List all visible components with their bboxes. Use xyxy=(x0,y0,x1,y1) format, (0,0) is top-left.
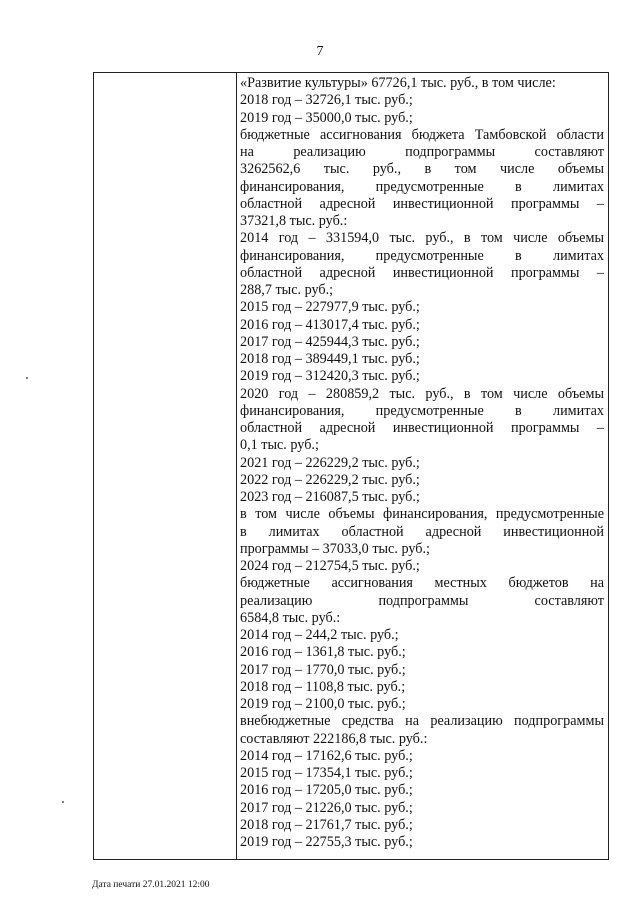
text-line: 2024 год – 212754,5 тыс. руб.; xyxy=(240,558,420,574)
text-line: 2017 год – 425944,3 тыс. руб.; xyxy=(240,333,420,350)
text-line: «Развитие культуры» 67726,1 тыс. руб., в том числе: xyxy=(240,75,556,91)
text-line: финансирования, предусмотренные в лимитах xyxy=(240,178,604,195)
text-line: в том числе объемы финансирования, предусмотренные xyxy=(240,506,604,523)
text-line: 2016 год – 1361,8 тыс. руб.; xyxy=(240,644,406,661)
text-line: 2022 год – 226229,2 тыс. руб.; xyxy=(240,471,420,488)
text-line: 2015 год – 17354,1 тыс. руб.; xyxy=(240,765,413,781)
text-line: в лимитах областной адресной инвестиционной xyxy=(240,523,604,540)
scan-speck xyxy=(62,801,64,803)
text-line: областной адресной инвестиционной программы – xyxy=(240,264,604,281)
text-line: бюджетные ассигнования местных бюджетов на xyxy=(240,575,604,592)
text-line: 2019 год – 312420,3 тыс. руб.; xyxy=(240,368,420,385)
text-line: 2014 год – 331594,0 тыс. руб., в том числе объемы xyxy=(240,230,604,247)
text-line: финансирования, предусмотренные в лимитах xyxy=(240,402,604,419)
text-line: реализацию подпрограммы составляют xyxy=(240,592,604,609)
text-line: 2014 год – 17162,6 тыс. руб.; xyxy=(240,747,413,764)
text-line: программы – 37033,0 тыс. руб.; xyxy=(240,540,430,557)
text-line: 2020 год – 280859,2 тыс. руб., в том числе объемы xyxy=(240,385,604,402)
print-date: Дата печати 27.01.2021 12:00 xyxy=(92,880,210,890)
text-line: 2015 год – 227977,9 тыс. руб.; xyxy=(240,299,420,316)
text-line: 2016 год – 17205,0 тыс. руб.; xyxy=(240,782,413,799)
scan-speck xyxy=(26,377,28,379)
text-line: 2021 год – 226229,2 тыс. руб.; xyxy=(240,454,420,471)
text-line: 2019 год – 22755,3 тыс. руб.; xyxy=(240,834,413,850)
text-line: 2014 год – 244,2 тыс. руб.; xyxy=(240,627,399,643)
text-line: областной адресной инвестиционной программы – xyxy=(240,420,604,436)
text-line: 6584,8 тыс. руб.: xyxy=(240,609,341,626)
text-line: 2018 год – 1108,8 тыс. руб.; xyxy=(240,678,406,695)
text-line: 2019 год – 35000,0 тыс. руб.; xyxy=(240,109,413,126)
text-line: внебюджетные средства на реализацию подпрограммы xyxy=(240,713,604,730)
text-line: 2019 год – 2100,0 тыс. руб.; xyxy=(240,696,406,712)
text-line: 2018 год – 32726,1 тыс. руб.; xyxy=(240,92,413,109)
text-line: 2016 год – 413017,4 тыс. руб.; xyxy=(240,316,420,333)
column-divider xyxy=(236,73,237,859)
text-line: 3262562,6 тыс. руб., в том числе объемы xyxy=(240,161,604,178)
text-line: 2018 год – 389449,1 тыс. руб.; xyxy=(240,351,420,367)
text-line: 0,1 тыс. руб.; xyxy=(240,437,319,454)
text-line: областной адресной инвестиционной программы – xyxy=(240,195,604,212)
text-line: составляют 222186,8 тыс. руб.: xyxy=(240,730,428,747)
document-table xyxy=(93,72,609,860)
text-line: 2023 год – 216087,5 тыс. руб.; xyxy=(240,489,420,505)
text-line: 2017 год – 1770,0 тыс. руб.; xyxy=(240,661,406,678)
text-line: 288,7 тыс. руб.; xyxy=(240,282,334,298)
page-number: 7 xyxy=(316,44,324,59)
funding-text-cell xyxy=(240,75,604,851)
text-line: 2018 год – 21761,7 тыс. руб.; xyxy=(240,816,413,833)
text-line: 37321,8 тыс. руб.: xyxy=(240,213,348,229)
text-line: финансирования, предусмотренные в лимитах xyxy=(240,247,604,264)
text-line: бюджетные ассигнования бюджета Тамбовской области xyxy=(240,126,604,143)
text-line: 2017 год – 21226,0 тыс. руб.; xyxy=(240,799,413,816)
text-line: на реализацию подпрограммы составляют xyxy=(240,144,604,160)
